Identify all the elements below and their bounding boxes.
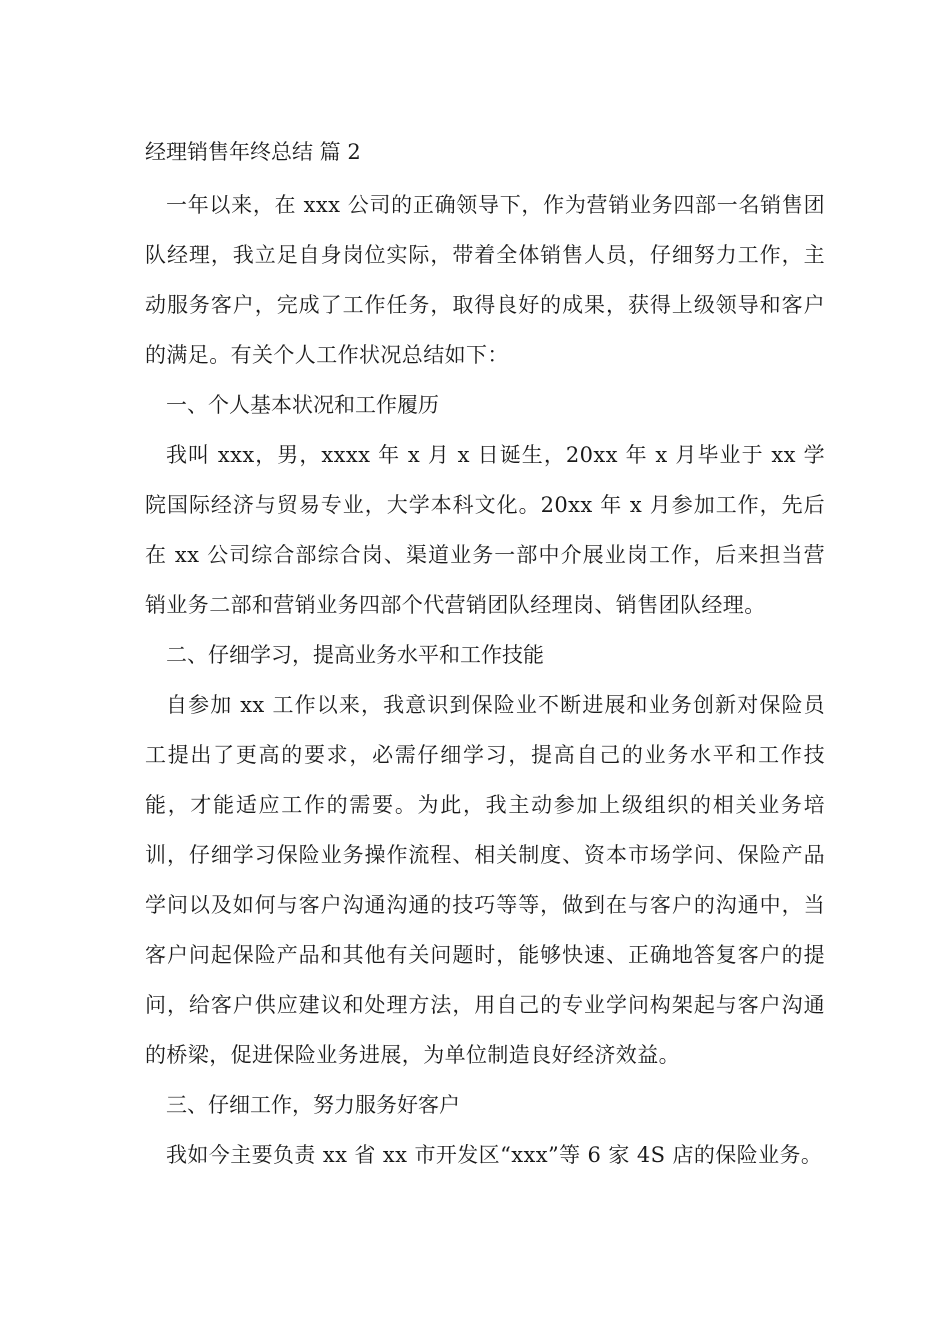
document-body [145, 132, 825, 1180]
title-spacer [145, 172, 825, 180]
section-heading-2: 二、仔细学习，提高业务水平和工作技能 [166, 643, 544, 667]
document-title: 经理销售年终总结 篇 2 [145, 140, 361, 164]
paragraph-service: 我如今主要负责 xx 省 xx 市开发区“xxx”等 6 家 4S 店的保险业务。 [166, 1143, 823, 1167]
section-heading-3: 三、仔细工作，努力服务好客户 [166, 1093, 460, 1117]
paragraph-intro: 一年以来，在 xxx 公司的正确领导下，作为营销业务四部一名销售团队经理，我立足自身岗位实际，带着全体销售人员，仔细努力工作，主动服务客户，完成了工作任务，取得良好的成果，获得上级领导和客户的满足。有关个人工作状况总结如下： [145, 193, 825, 367]
section-heading-1: 一、个人基本状况和工作履历 [166, 393, 439, 417]
paragraph-study: 自参加 xx 工作以来，我意识到保险业不断进展和业务创新对保险员工提出了更高的要求，必需仔细学习，提高自己的业务水平和工作技能，才能适应工作的需要。为此，我主动参加上级组织的相关业务培训，仔细学习保险业务操作流程、相关制度、资本市场学问、保险产品学问以及如何与客户沟通沟通的技巧等等，做到在与客户的沟通中，当客户问起保险产品和其他有关问题时，能够快速、正确地答复客户的提问，给客户供应建议和处理方法，用自己的专业学问构架起与客户沟通的桥梁，促进保险业务进展，为单位制造良好经济效益。 [145, 693, 825, 1067]
paragraph-basic-info: 我叫 xxx，男，xxxx 年 x 月 x 日诞生，20xx 年 x 月毕业于 xx 学院国际经济与贸易专业，大学本科文化。20xx 年 x 月参加工作，先后在 xx 公司综合部综合岗、渠道业务一部中介展业岗工作，后来担当营销业务二部和营销业务四部个代营销团队经理岗、销售团队经理。 [145, 443, 825, 617]
